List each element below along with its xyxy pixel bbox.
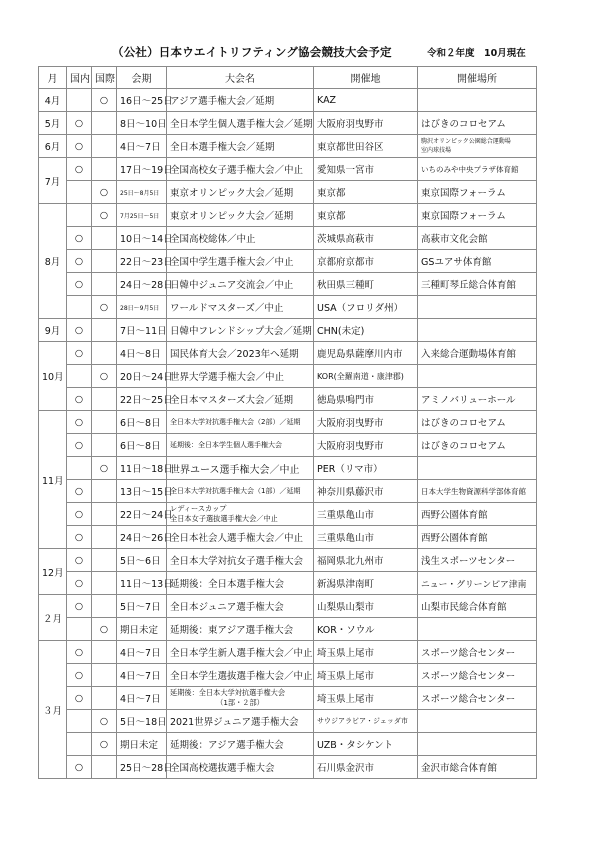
venue-cell: [418, 618, 537, 641]
venue-cell: 日本大学生物資源科学部体育館: [418, 480, 537, 503]
venue-cell: 高萩市文化会館: [418, 227, 537, 250]
international-mark: [92, 135, 117, 158]
domestic-mark: [67, 457, 92, 480]
period-cell: 4日～8日: [117, 342, 167, 365]
page-title: （公社）日本ウエイトリフティング協会競技大会予定: [112, 45, 392, 59]
venue-cell: [418, 89, 537, 112]
event-name-cell: ワールドマスターズ／中止: [167, 296, 314, 319]
month-cell: ２月: [39, 595, 67, 641]
event-name-cell: 全日本選手権大会／延期: [167, 135, 314, 158]
location-cell: 山梨県山梨市: [314, 595, 418, 618]
event-name-cell: 全日本社会人選手権大会／中止: [167, 526, 314, 549]
event-name-cell: アジア選手権大会／延期: [167, 89, 314, 112]
international-mark: ○: [92, 204, 117, 227]
international-mark: ○: [92, 365, 117, 388]
event-name-cell: 全日本マスターズ大会／延期: [167, 388, 314, 411]
event-name-cell: 日韓中ジュニア交流会／中止: [167, 273, 314, 296]
period-cell: 7月25日～5日: [117, 204, 167, 227]
location-cell: 茨城県高萩市: [314, 227, 418, 250]
period-cell: 5日～6日: [117, 549, 167, 572]
international-mark: [92, 503, 117, 526]
event-name-cell: 全国高校総体／中止: [167, 227, 314, 250]
event-name-cell: 延期後：東アジア選手権大会: [167, 618, 314, 641]
location-cell: UZB・タシケント: [314, 733, 418, 756]
international-mark: [92, 158, 117, 181]
venue-cell: [418, 733, 537, 756]
domestic-mark: ○: [67, 641, 92, 664]
table-row: [39, 595, 537, 618]
international-mark: ○: [92, 181, 117, 204]
event-name-cell: 東京オリンピック大会／延期: [167, 204, 314, 227]
international-mark: ○: [92, 710, 117, 733]
location-cell: 秋田県三種町: [314, 273, 418, 296]
location-cell: KOR(全羅南道・康津郡): [314, 365, 418, 388]
venue-cell: 東京国際フォーラム: [418, 204, 537, 227]
month-cell: 7月: [39, 158, 67, 204]
domestic-mark: [67, 181, 92, 204]
venue-cell: スポーツ総合センター: [418, 641, 537, 664]
header: [0, 44, 602, 64]
domestic-mark: [67, 365, 92, 388]
location-cell: KAZ: [314, 89, 418, 112]
international-mark: ○: [92, 733, 117, 756]
period-cell: 17日～19日: [117, 158, 167, 181]
domestic-mark: ○: [67, 664, 92, 687]
table-row: [39, 181, 537, 204]
domestic-mark: ○: [67, 250, 92, 273]
venue-cell: 金沢市総合体育館: [418, 756, 537, 779]
venue-cell: 西野公園体育館: [418, 526, 537, 549]
table-row: [39, 710, 537, 733]
column-header-location: 開催地: [314, 67, 418, 89]
domestic-mark: ○: [67, 388, 92, 411]
domestic-mark: ○: [67, 595, 92, 618]
location-cell: 埼玉県上尾市: [314, 641, 418, 664]
month-cell: 9月: [39, 319, 67, 342]
event-name-cell: [167, 687, 314, 710]
table-row: [39, 319, 537, 342]
table-row: [39, 273, 537, 296]
location-cell: 大阪府羽曳野市: [314, 411, 418, 434]
page-subtitle: 令和２年度 10月現在: [427, 48, 526, 59]
column-header-venue: 開催場所: [418, 67, 537, 89]
event-name-cell: 延期後：全日本学生個人選手権大会: [167, 434, 314, 457]
event-name-cell: 全日本大学対抗選手権大会（2部）／延期: [167, 411, 314, 434]
period-cell: 24日～26日: [117, 526, 167, 549]
location-cell: CHN(未定): [314, 319, 418, 342]
domestic-mark: ○: [67, 342, 92, 365]
table-row: [39, 250, 537, 273]
venue-cell: [418, 135, 537, 158]
period-cell: 5日～7日: [117, 595, 167, 618]
location-cell: 愛知県一宮市: [314, 158, 418, 181]
period-cell: 4日～7日: [117, 135, 167, 158]
month-cell: 4月: [39, 89, 67, 112]
column-header-domestic: 国内: [67, 67, 92, 89]
venue-cell: はびきのコロセアム: [418, 411, 537, 434]
table-header-row: [39, 67, 537, 89]
event-name-line-1: レディースカップ: [170, 504, 227, 513]
table-row: [39, 549, 537, 572]
location-cell: サウジアラビア・ジェッダ市: [314, 710, 418, 733]
table-row: [39, 227, 537, 250]
domestic-mark: ○: [67, 687, 92, 710]
event-name-cell: 国民体育大会／2023年へ延期: [167, 342, 314, 365]
period-cell: 4日～7日: [117, 664, 167, 687]
table-row: [39, 457, 537, 480]
period-cell: 13日～15日: [117, 480, 167, 503]
month-cell: ３月: [39, 641, 67, 779]
international-mark: ○: [92, 618, 117, 641]
table-row: [39, 687, 537, 710]
event-name-cell: 全日本ジュニア選手権大会: [167, 595, 314, 618]
period-cell: 6日～8日: [117, 434, 167, 457]
period-cell: 4日～7日: [117, 641, 167, 664]
table-row: [39, 296, 537, 319]
international-mark: [92, 664, 117, 687]
international-mark: ○: [92, 296, 117, 319]
month-cell: 11月: [39, 411, 67, 549]
event-name-cell: 東京オリンピック大会／延期: [167, 181, 314, 204]
international-mark: [92, 595, 117, 618]
table-row: [39, 664, 537, 687]
venue-cell: [418, 296, 537, 319]
event-name-line-1: 延期後：全日本大学対抗選手権大会: [170, 688, 286, 697]
period-cell: 4日～7日: [117, 687, 167, 710]
period-cell: 8日～10日: [117, 112, 167, 135]
domestic-mark: [67, 618, 92, 641]
event-name-line-2: （1部・２部）: [216, 698, 264, 707]
table-row: [39, 365, 537, 388]
month-cell: 8月: [39, 204, 67, 319]
table-row: [39, 434, 537, 457]
event-name-cell: 全国高校選抜選手権大会: [167, 756, 314, 779]
table-row: [39, 112, 537, 135]
domestic-mark: ○: [67, 756, 92, 779]
period-cell: 10日～14日: [117, 227, 167, 250]
venue-cell: 三種町琴丘総合体育館: [418, 273, 537, 296]
domestic-mark: [67, 89, 92, 112]
location-cell: 石川県金沢市: [314, 756, 418, 779]
international-mark: [92, 227, 117, 250]
international-mark: [92, 641, 117, 664]
venue-cell: アミノバリューホール: [418, 388, 537, 411]
international-mark: [92, 319, 117, 342]
domestic-mark: [67, 733, 92, 756]
location-cell: 三重県亀山市: [314, 526, 418, 549]
location-cell: 京都府京都市: [314, 250, 418, 273]
international-mark: [92, 434, 117, 457]
period-cell: 6日～8日: [117, 411, 167, 434]
domestic-mark: ○: [67, 411, 92, 434]
venue-cell: スポーツ総合センター: [418, 687, 537, 710]
event-name-cell: 延期後：全日本選手権大会: [167, 572, 314, 595]
table-row: [39, 342, 537, 365]
domestic-mark: ○: [67, 112, 92, 135]
domestic-mark: [67, 710, 92, 733]
table-row: [39, 618, 537, 641]
location-cell: 東京都: [314, 204, 418, 227]
table-row: [39, 480, 537, 503]
international-mark: [92, 388, 117, 411]
venue-cell: 浅生スポーツセンター: [418, 549, 537, 572]
domestic-mark: ○: [67, 480, 92, 503]
event-name-cell: 全日本学生新人選手権大会／中止: [167, 641, 314, 664]
venue-cell: ニュー・グリーンピア津南: [418, 572, 537, 595]
period-cell: 22日～23日: [117, 250, 167, 273]
domestic-mark: ○: [67, 434, 92, 457]
event-name-cell: 全日本学生個人選手権大会／延期: [167, 112, 314, 135]
table-row: [39, 526, 537, 549]
period-cell: 11日～18日: [117, 457, 167, 480]
table-row: [39, 388, 537, 411]
venue-cell: 入来総合運動場体育館: [418, 342, 537, 365]
event-name-cell: 延期後：アジア選手権大会: [167, 733, 314, 756]
international-mark: [92, 250, 117, 273]
location-cell: 徳島県鳴門市: [314, 388, 418, 411]
table-row: [39, 158, 537, 181]
event-name-cell: 全国中学生選手権大会／中止: [167, 250, 314, 273]
event-name-line-2: 全日本女子選抜選手権大会／中止: [170, 514, 278, 523]
location-cell: 神奈川県藤沢市: [314, 480, 418, 503]
period-cell: 20日～24日: [117, 365, 167, 388]
period-cell: 11日～13日: [117, 572, 167, 595]
period-cell: 16日～25日: [117, 89, 167, 112]
venue-cell: いちのみや中央プラザ体育館: [418, 158, 537, 181]
table-row: [39, 641, 537, 664]
table-row: [39, 572, 537, 595]
venue-cell: 東京国際フォーラム: [418, 181, 537, 204]
table-row: [39, 756, 537, 779]
venue-cell: 西野公園体育館: [418, 503, 537, 526]
event-name-cell: 全日本大学対抗選手権大会（1部）／延期: [167, 480, 314, 503]
location-cell: 大阪府羽曳野市: [314, 112, 418, 135]
column-header-month: 月: [39, 67, 67, 89]
domestic-mark: ○: [67, 572, 92, 595]
venue-line-1: 駒沢オリンピック公園総合運動場: [421, 138, 511, 145]
international-mark: ○: [92, 457, 117, 480]
period-cell: 25日～28日: [117, 756, 167, 779]
venue-cell: [418, 710, 537, 733]
event-name-cell: [167, 503, 314, 526]
venue-cell: GSユアサ体育館: [418, 250, 537, 273]
month-cell: 10月: [39, 342, 67, 411]
period-cell: 22日～25日: [117, 388, 167, 411]
domestic-mark: ○: [67, 503, 92, 526]
venue-cell: はびきのコロセアム: [418, 434, 537, 457]
venue-cell: [418, 319, 537, 342]
domestic-mark: ○: [67, 158, 92, 181]
event-name-cell: 全日本学生選抜選手権大会／中止: [167, 664, 314, 687]
international-mark: [92, 526, 117, 549]
venue-cell: [418, 365, 537, 388]
table-row: [39, 503, 537, 526]
domestic-mark: ○: [67, 227, 92, 250]
location-cell: KOR・ソウル: [314, 618, 418, 641]
domestic-mark: ○: [67, 273, 92, 296]
international-mark: ○: [92, 89, 117, 112]
domestic-mark: [67, 296, 92, 319]
international-mark: [92, 411, 117, 434]
venue-cell: はびきのコロセアム: [418, 112, 537, 135]
location-cell: 鹿児島県薩摩川内市: [314, 342, 418, 365]
table-row: [39, 411, 537, 434]
venue-cell: [418, 457, 537, 480]
table-row: [39, 135, 537, 158]
domestic-mark: [67, 204, 92, 227]
international-mark: [92, 687, 117, 710]
column-header-event-name: 大会名: [167, 67, 314, 89]
event-name-cell: 全日本大学対抗女子選手権大会: [167, 549, 314, 572]
month-cell: 12月: [39, 549, 67, 595]
location-cell: 埼玉県上尾市: [314, 687, 418, 710]
location-cell: 東京都: [314, 181, 418, 204]
period-cell: 7日～11日: [117, 319, 167, 342]
month-cell: 6月: [39, 135, 67, 158]
table-row: [39, 733, 537, 756]
domestic-mark: ○: [67, 526, 92, 549]
event-name-cell: 全国高校女子選手権大会／中止: [167, 158, 314, 181]
period-cell: 24日～28日: [117, 273, 167, 296]
column-header-period: 会期: [117, 67, 167, 89]
location-cell: USA（フロリダ州）: [314, 296, 418, 319]
location-cell: 三重県亀山市: [314, 503, 418, 526]
period-cell: 25日～8月5日: [117, 181, 167, 204]
schedule-table: [38, 66, 537, 779]
event-name-cell: 2021世界ジュニア選手権大会: [167, 710, 314, 733]
table-row: [39, 204, 537, 227]
domestic-mark: ○: [67, 319, 92, 342]
venue-line-2: 室内球技場: [421, 147, 452, 154]
event-name-cell: 世界大学選手権大会／中止: [167, 365, 314, 388]
month-cell: 5月: [39, 112, 67, 135]
period-cell: 期日未定: [117, 618, 167, 641]
column-header-international: 国際: [92, 67, 117, 89]
domestic-mark: ○: [67, 549, 92, 572]
period-cell: 22日～24日: [117, 503, 167, 526]
event-name-cell: 世界ユース選手権大会／中止: [167, 457, 314, 480]
period-cell: 期日未定: [117, 733, 167, 756]
location-cell: 埼玉県上尾市: [314, 664, 418, 687]
period-cell: 5日～18日: [117, 710, 167, 733]
location-cell: 東京都世田谷区: [314, 135, 418, 158]
table-row: [39, 89, 537, 112]
international-mark: [92, 342, 117, 365]
domestic-mark: ○: [67, 135, 92, 158]
international-mark: [92, 572, 117, 595]
location-cell: PER（リマ市）: [314, 457, 418, 480]
period-cell: 28日～9月5日: [117, 296, 167, 319]
location-cell: 福岡県北九州市: [314, 549, 418, 572]
location-cell: 大阪府羽曳野市: [314, 434, 418, 457]
international-mark: [92, 112, 117, 135]
international-mark: [92, 273, 117, 296]
international-mark: [92, 480, 117, 503]
venue-cell: スポーツ総合センター: [418, 664, 537, 687]
venue-cell: 山梨市民総合体育館: [418, 595, 537, 618]
location-cell: 新潟県津南町: [314, 572, 418, 595]
international-mark: [92, 549, 117, 572]
event-name-cell: 日韓中フレンドシップ大会／延期: [167, 319, 314, 342]
international-mark: [92, 756, 117, 779]
